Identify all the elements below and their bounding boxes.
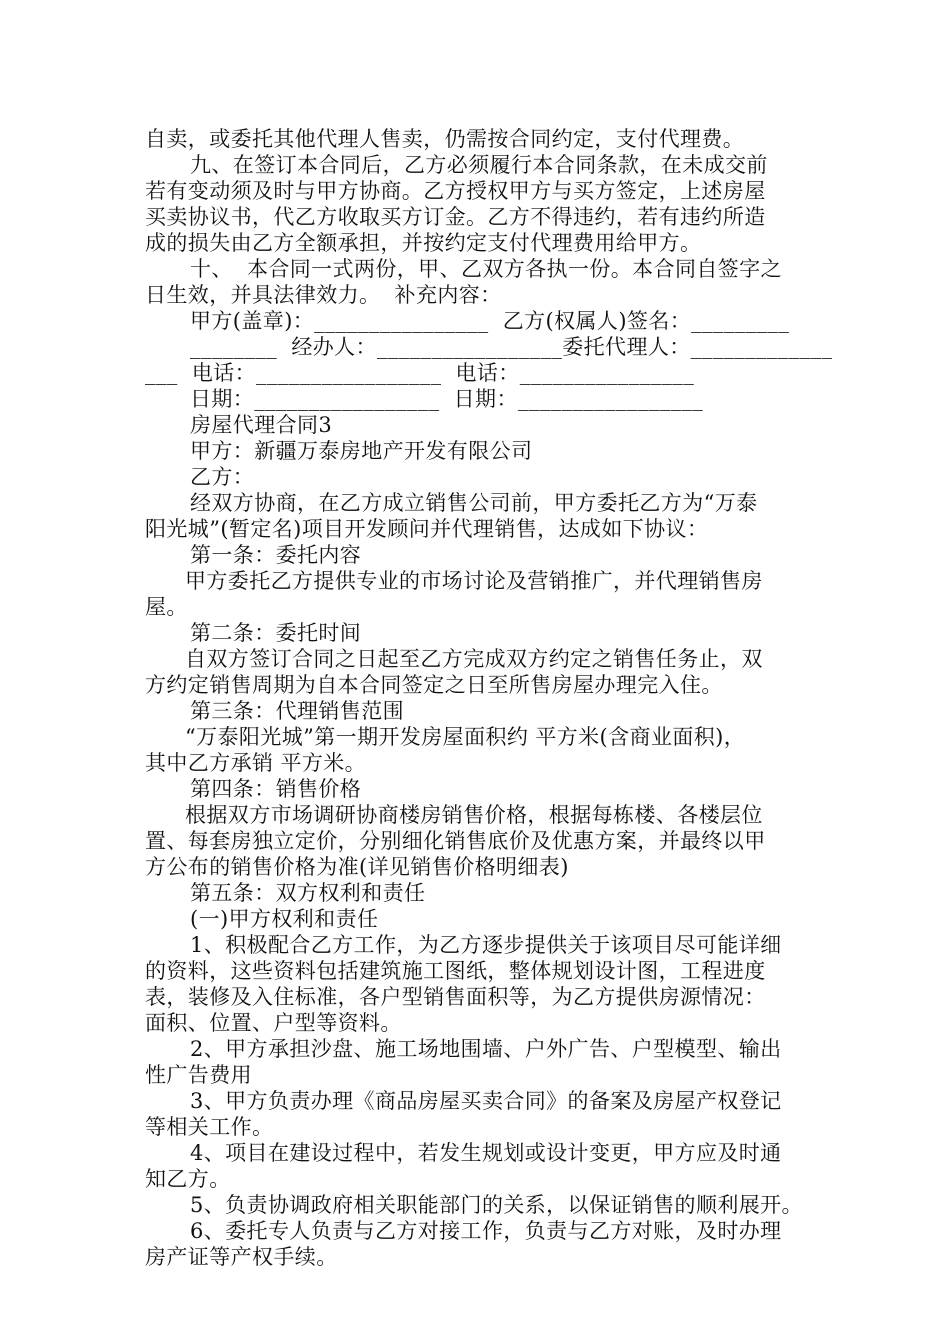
text-line: ___ 电话：_________________ 电话：________________: [145, 361, 695, 385]
text-line: 方公布的销售价格为准(详见销售价格明细表): [145, 855, 569, 879]
text-line: 成的损失由乙方全额承担，并按约定支付代理费用给甲方。: [145, 231, 702, 255]
text-line: 2、甲方承担沙盘、施工场地围墙、户外广告、户型模型、输出: [190, 1037, 782, 1061]
text-line: 十、 本合同一式两份，甲、乙双方各执一份。本合同自签字之: [190, 257, 782, 281]
text-line: 第二条：委托时间: [190, 621, 362, 645]
text-line: 6、委托专人负责与乙方对接工作，负责与乙方对账，及时办理: [190, 1219, 782, 1243]
text-line: 甲方(盖章)：________________ 乙方(权属人)签名：_________: [190, 309, 790, 333]
text-line: 第五条：双方权利和责任: [190, 881, 426, 905]
text-line: 乙方：: [190, 465, 255, 489]
text-line: (一)甲方权利和责任: [190, 907, 379, 931]
text-line: 根据双方市场调研协商楼房销售价格，根据每栋楼、各楼层位: [185, 803, 763, 827]
text-line: 买卖协议书，代乙方收取买方订金。乙方不得违约，若有违约所造: [145, 205, 766, 229]
text-line: 其中乙方承销 平方米。: [145, 751, 367, 775]
text-line: 甲方委托乙方提供专业的市场讨论及营销推广，并代理销售房: [185, 569, 763, 593]
text-line: 置、每套房独立定价，分别细化销售底价及优惠方案，并最终以甲: [145, 829, 766, 853]
text-line: 自双方签订合同之日起至乙方完成双方约定之销售任务止，双: [185, 647, 763, 671]
text-line: 第三条：代理销售范围: [190, 699, 404, 723]
text-line: ________ 经办人：_________________委托代理人：_____________: [190, 335, 833, 359]
text-line: “万泰阳光城”第一期开发房屋面积约 平方米(含商业面积)，: [185, 725, 746, 749]
text-line: 5、负责协调政府相关职能部门的关系，以保证销售的顺利展开。: [190, 1193, 803, 1217]
text-line: 房屋代理合同3: [190, 413, 333, 437]
text-line: 面积、位置、户型等资料。: [145, 1011, 402, 1035]
text-line: 的资料，这些资料包括建筑施工图纸，整体规划设计图，工程进度: [145, 959, 766, 983]
text-line: 日生效，并具法律效力。 补充内容：: [145, 283, 502, 307]
text-line: 若有变动须及时与甲方协商。乙方授权甲方与买方签定，上述房屋: [145, 179, 766, 203]
text-line: 自卖，或委托其他代理人售卖，仍需按合同约定，支付代理费。: [145, 127, 745, 151]
text-line: 3、甲方负责办理《商品房屋买卖合同》的备案及房屋产权登记: [190, 1089, 782, 1113]
text-line: 第一条：委托内容: [190, 543, 362, 567]
text-line: 表，装修及入住标准，各户型销售面积等，为乙方提供房源情况：: [145, 985, 766, 1009]
text-line: 屋。: [145, 595, 188, 619]
text-line: 阳光城”(暂定名)项目开发顾问并代理销售，达成如下协议：: [145, 517, 709, 541]
text-line: 4、项目在建设过程中，若发生规划或设计变更，甲方应及时通: [190, 1141, 782, 1165]
text-line: 经双方协商，在乙方成立销售公司前，甲方委托乙方为“万泰: [190, 491, 758, 515]
text-line: 方约定销售周期为自本合同签定之日至所售房屋办理完入住。: [145, 673, 723, 697]
text-line: 甲方：新疆万泰房地产开发有限公司: [190, 439, 533, 463]
text-line: 等相关工作。: [145, 1115, 274, 1139]
text-line: 九、在签订本合同后，乙方必须履行本合同条款，在未成交前: [190, 153, 768, 177]
text-line: 性广告费用: [145, 1063, 252, 1087]
text-line: 第四条：销售价格: [190, 777, 362, 801]
text-line: 知乙方。: [145, 1167, 231, 1191]
text-line: 1、积极配合乙方工作，为乙方逐步提供关于该项目尽可能详细: [190, 933, 782, 957]
text-line: 房产证等产权手续。: [145, 1245, 338, 1269]
text-line: 日期：_________________ 日期：_________________: [190, 387, 704, 411]
